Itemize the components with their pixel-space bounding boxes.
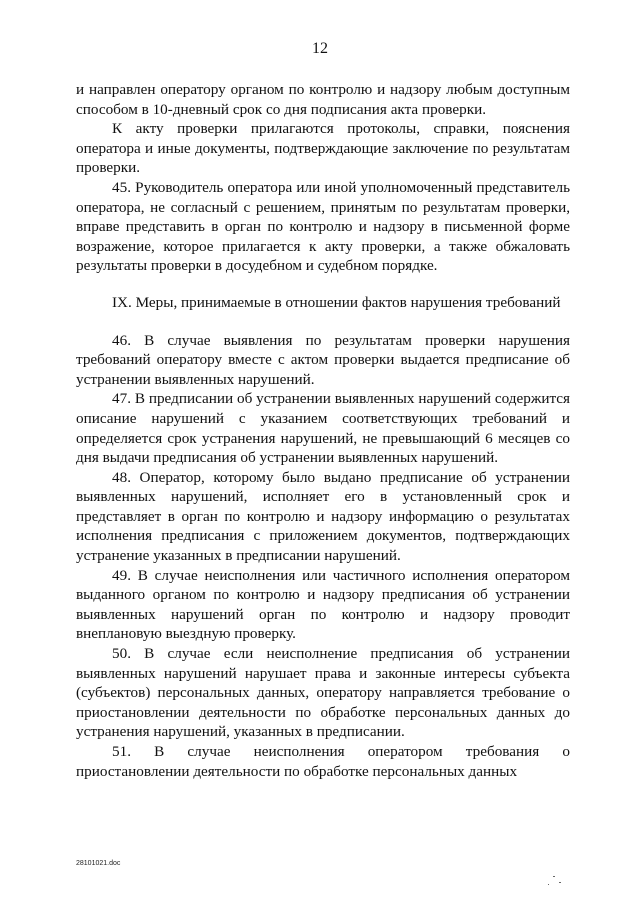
paragraph-45: 45. Руководитель оператора или иной уполномоченный представитель оператора, не согласный с решением, принятым по результатам проверки, вправе представить в орган по контролю и надзору в письменной форме возражение, которое прилагается к акту проверки, а также обжаловать результаты проверки в досудебном и судебном порядке. [76,178,570,275]
document-body [76,80,570,781]
paragraph-48: 48. Оператор, которому было выдано предписание об устранении выявленных нарушений, исполняет его в установленный срок и представляет в орган по контролю и надзору информацию о результатах исполнения предписания с приложением документов, подтверждающих устранение указанных в предписании нарушений. [76,468,570,565]
paragraph-47: 47. В предписании об устранении выявленных нарушений содержится описание нарушений с указанием соответствующих требований и определяется срок устранения нарушений, не превышающий 6 месяцев со дня выдачи предписания об устранении выявленных нарушений. [76,390,570,467]
paragraph-49: 49. В случае неисполнения или частичного исполнения оператором выданного органом по контролю и надзору предписания об устранении выявленных нарушений орган по контролю и надзору проводит внеплановую выездную проверку. [76,566,570,643]
paragraph-continuation: и направлен оператору органом по контролю и надзору любым доступным способом в 10-дневный срок со дня подписания акта проверки. [76,81,570,118]
scan-speck [553,876,555,877]
scan-speck [559,882,561,883]
scan-speck [548,884,549,885]
page-number: 12 [312,40,328,57]
footer-file-code: 28101021.doc [76,860,121,867]
paragraph-attachments: К акту проверки прилагаются протоколы, справки, пояснения оператора и иные документы, подтверждающие заключение по результатам проверки. [76,120,570,177]
paragraph-50: 50. В случае если неисполнение предписания об устранении выявленных нарушений нарушает права и законные интересы субъекта (субъектов) персональных данных, оператору направляется требование о приостановлении деятельности по обработке персональных данных до устранения нарушений, указанных в предписании. [76,645,570,741]
paragraph-51: 51. В случае неисполнения оператором требования о приостановлении деятельности по обработке персональных данных [76,743,570,780]
paragraph-46: 46. В случае выявления по результатам проверки нарушения требований оператору вместе с актом проверки выдается предписание об устранении выявленных нарушений. [76,331,570,388]
section-heading: IX. Меры, принимаемые в отношении фактов нарушения требований [112,293,561,311]
